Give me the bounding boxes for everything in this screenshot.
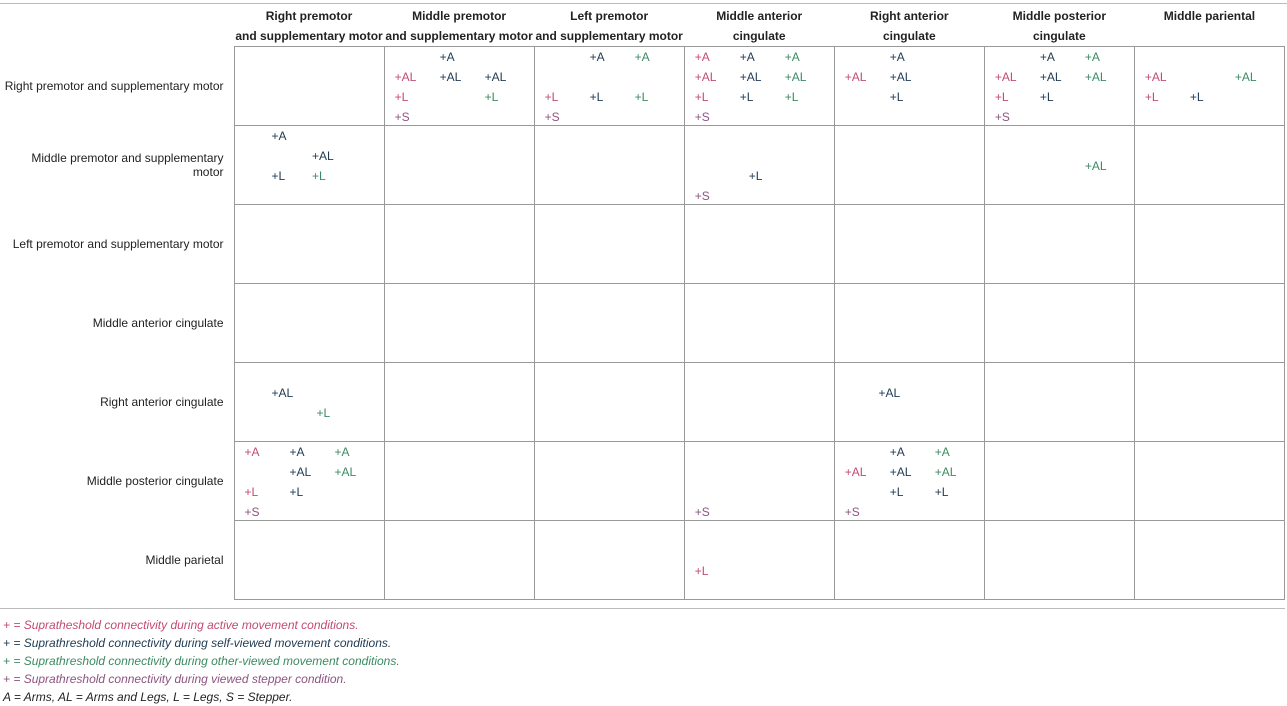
footnote-active: + = Supratheshold connectivity during active movement conditions. [3,618,359,632]
row-label-right-premotor: Right premotor and supplementary motor [4,79,224,93]
table-row [0,126,1285,205]
connectivity-marker: +A [889,50,905,64]
connectivity-marker: +L [994,90,1009,104]
col-header-right-anterior-cingulate: Right anterior cingulate [869,9,949,43]
footnote-other: + = Suprathreshold connectivity during other-viewed movement conditions. [3,654,400,668]
table-cell [984,442,1134,521]
table-cell [834,126,984,205]
table-cell [1134,47,1284,126]
table-cell [1134,442,1284,521]
table-cell [384,442,534,521]
top-rule [0,3,1287,4]
table-cell [534,363,684,442]
footnote-self: + = Suprathreshold connectivity during self-viewed movement conditions. [3,636,392,650]
connectivity-marker: +AL [1144,70,1167,84]
table-cell [384,521,534,600]
footnote-stepper: + = Suprathreshold connectivity during viewed stepper condition. [3,672,347,686]
table-cell [684,363,834,442]
table-cell [234,284,384,363]
table-cell [834,521,984,600]
table-cell [984,521,1134,600]
footnote-rule [0,608,1285,609]
row-label-middle-posterior-cingulate: Middle posterior cingulate [86,474,224,488]
connectivity-table [0,6,1285,600]
connectivity-marker: +S [994,110,1010,124]
connectivity-marker: +L [934,485,949,499]
col-header-middle-posterior-cingulate: Middle posterior cingulate [1012,9,1107,43]
connectivity-marker: +AL [889,70,912,84]
connectivity-marker: +S [394,110,410,124]
connectivity-marker: +L [784,90,799,104]
connectivity-marker: +L [1189,90,1204,104]
table-row [0,521,1285,600]
connectivity-marker: +L [289,485,304,499]
table-row [0,47,1285,126]
table-cell [1134,284,1284,363]
table-cell [984,47,1134,126]
table-cell [834,284,984,363]
connectivity-marker: +AL [844,70,867,84]
col-header-right-premotor: Right premotor and supplementary motor [235,9,383,43]
table-cell [1134,363,1284,442]
connectivity-marker: +AL [844,465,867,479]
connectivity-marker: +L [1039,90,1054,104]
connectivity-marker: +A [589,50,605,64]
table-row [0,284,1285,363]
connectivity-marker: +AL [484,70,507,84]
corner-cell [0,6,234,47]
table-cell [684,284,834,363]
table-row [0,205,1285,284]
table-cell [534,126,684,205]
connectivity-marker: +AL [739,70,762,84]
connectivity-marker: +AL [289,465,312,479]
footnote-abbreviations: A = Arms, AL = Arms and Legs, L = Legs, S = Stepper. [3,690,293,704]
connectivity-marker: +A [634,50,650,64]
table-cell [234,47,384,126]
table-cell [534,205,684,284]
col-header-middle-anterior-cingulate: Middle anterior cingulate [716,9,803,43]
table-cell [684,47,834,126]
connectivity-marker: +AL [394,70,417,84]
connectivity-marker: +S [694,505,710,519]
connectivity-marker: +L [484,90,499,104]
connectivity-marker: +AL [889,465,912,479]
connectivity-marker: +S [694,110,710,124]
table-cell [234,205,384,284]
connectivity-marker: +AL [439,70,462,84]
table-cell [384,126,534,205]
connectivity-marker: +A [889,445,905,459]
connectivity-marker: +AL [1084,159,1107,173]
connectivity-marker: +L [739,90,754,104]
connectivity-marker: +A [1084,50,1100,64]
connectivity-marker: +A [694,50,710,64]
connectivity-marker: +L [1144,90,1159,104]
table-cell [534,284,684,363]
table-cell [834,205,984,284]
table-cell [234,442,384,521]
connectivity-marker: +L [271,169,286,183]
connectivity-marker: +L [694,564,709,578]
connectivity-marker: +L [889,90,904,104]
row-label-middle-parietal: Middle parietal [145,553,224,567]
connectivity-marker: +AL [1084,70,1107,84]
table-cell [684,442,834,521]
connectivity-marker: +L [889,485,904,499]
connectivity-marker: +S [844,505,860,519]
connectivity-marker: +L [244,485,259,499]
header-row [0,6,1285,47]
connectivity-marker: +L [694,90,709,104]
connectivity-marker: +L [634,90,649,104]
connectivity-marker: +L [316,406,331,420]
table-cell [834,442,984,521]
row-label-right-anterior-cingulate: Right anterior cingulate [100,395,224,409]
connectivity-marker: +AL [1039,70,1062,84]
connectivity-marker: +L [748,169,763,183]
table-cell [834,47,984,126]
col-header-left-premotor: Left premotor and supplementary motor [535,9,683,43]
connectivity-marker: +A [784,50,800,64]
connectivity-marker: +AL [312,149,334,163]
connectivity-marker: +L [394,90,409,104]
table-cell [534,521,684,600]
connectivity-marker: +A [244,445,260,459]
connectivity-marker: +S [544,110,560,124]
table-cell [1134,205,1284,284]
table-cell [684,205,834,284]
table-cell [234,363,384,442]
connectivity-marker: +AL [784,70,807,84]
table-cell [684,126,834,205]
connectivity-marker: +AL [934,465,957,479]
table-row [0,442,1285,521]
table-cell [684,521,834,600]
connectivity-marker: +A [1039,50,1055,64]
table-cell [234,126,384,205]
table-cell [1134,521,1284,600]
table-cell [834,363,984,442]
table-cell [984,284,1134,363]
table-cell [384,363,534,442]
row-label-middle-anterior-cingulate: Middle anterior cingulate [92,316,224,330]
connectivity-marker: +AL [334,465,357,479]
connectivity-marker: +A [739,50,755,64]
connectivity-marker: +AL [694,70,717,84]
table-cell [1134,126,1284,205]
connectivity-marker: +L [589,90,604,104]
connectivity-marker: +L [312,169,326,183]
table-cell [984,363,1134,442]
col-header-middle-pariental: Middle pariental [1163,9,1256,23]
connectivity-marker: +AL [271,386,294,400]
connectivity-marker: +A [334,445,350,459]
table-cell [534,442,684,521]
table-cell [384,284,534,363]
connectivity-marker: +A [271,129,287,143]
table-cell [234,521,384,600]
connectivity-marker: +S [694,189,710,203]
footnotes [3,616,400,706]
connectivity-marker: +A [439,50,455,64]
row-label-middle-premotor: Middle premotor and supplementary motor [31,151,224,179]
row-label-left-premotor: Left premotor and supplementary motor [12,237,224,251]
table-cell [984,126,1134,205]
connectivity-marker: +A [289,445,305,459]
table-row [0,363,1285,442]
connectivity-marker: +L [544,90,559,104]
connectivity-marker: +AL [878,386,901,400]
connectivity-marker: +A [934,445,950,459]
col-header-middle-premotor: Middle premotor and supplementary motor [385,9,533,43]
connectivity-marker: +AL [1234,70,1257,84]
connectivity-marker: +S [244,505,260,519]
table-cell [384,205,534,284]
table-cell [984,205,1134,284]
table-cell [534,47,684,126]
table-cell [384,47,534,126]
connectivity-marker: +AL [994,70,1017,84]
